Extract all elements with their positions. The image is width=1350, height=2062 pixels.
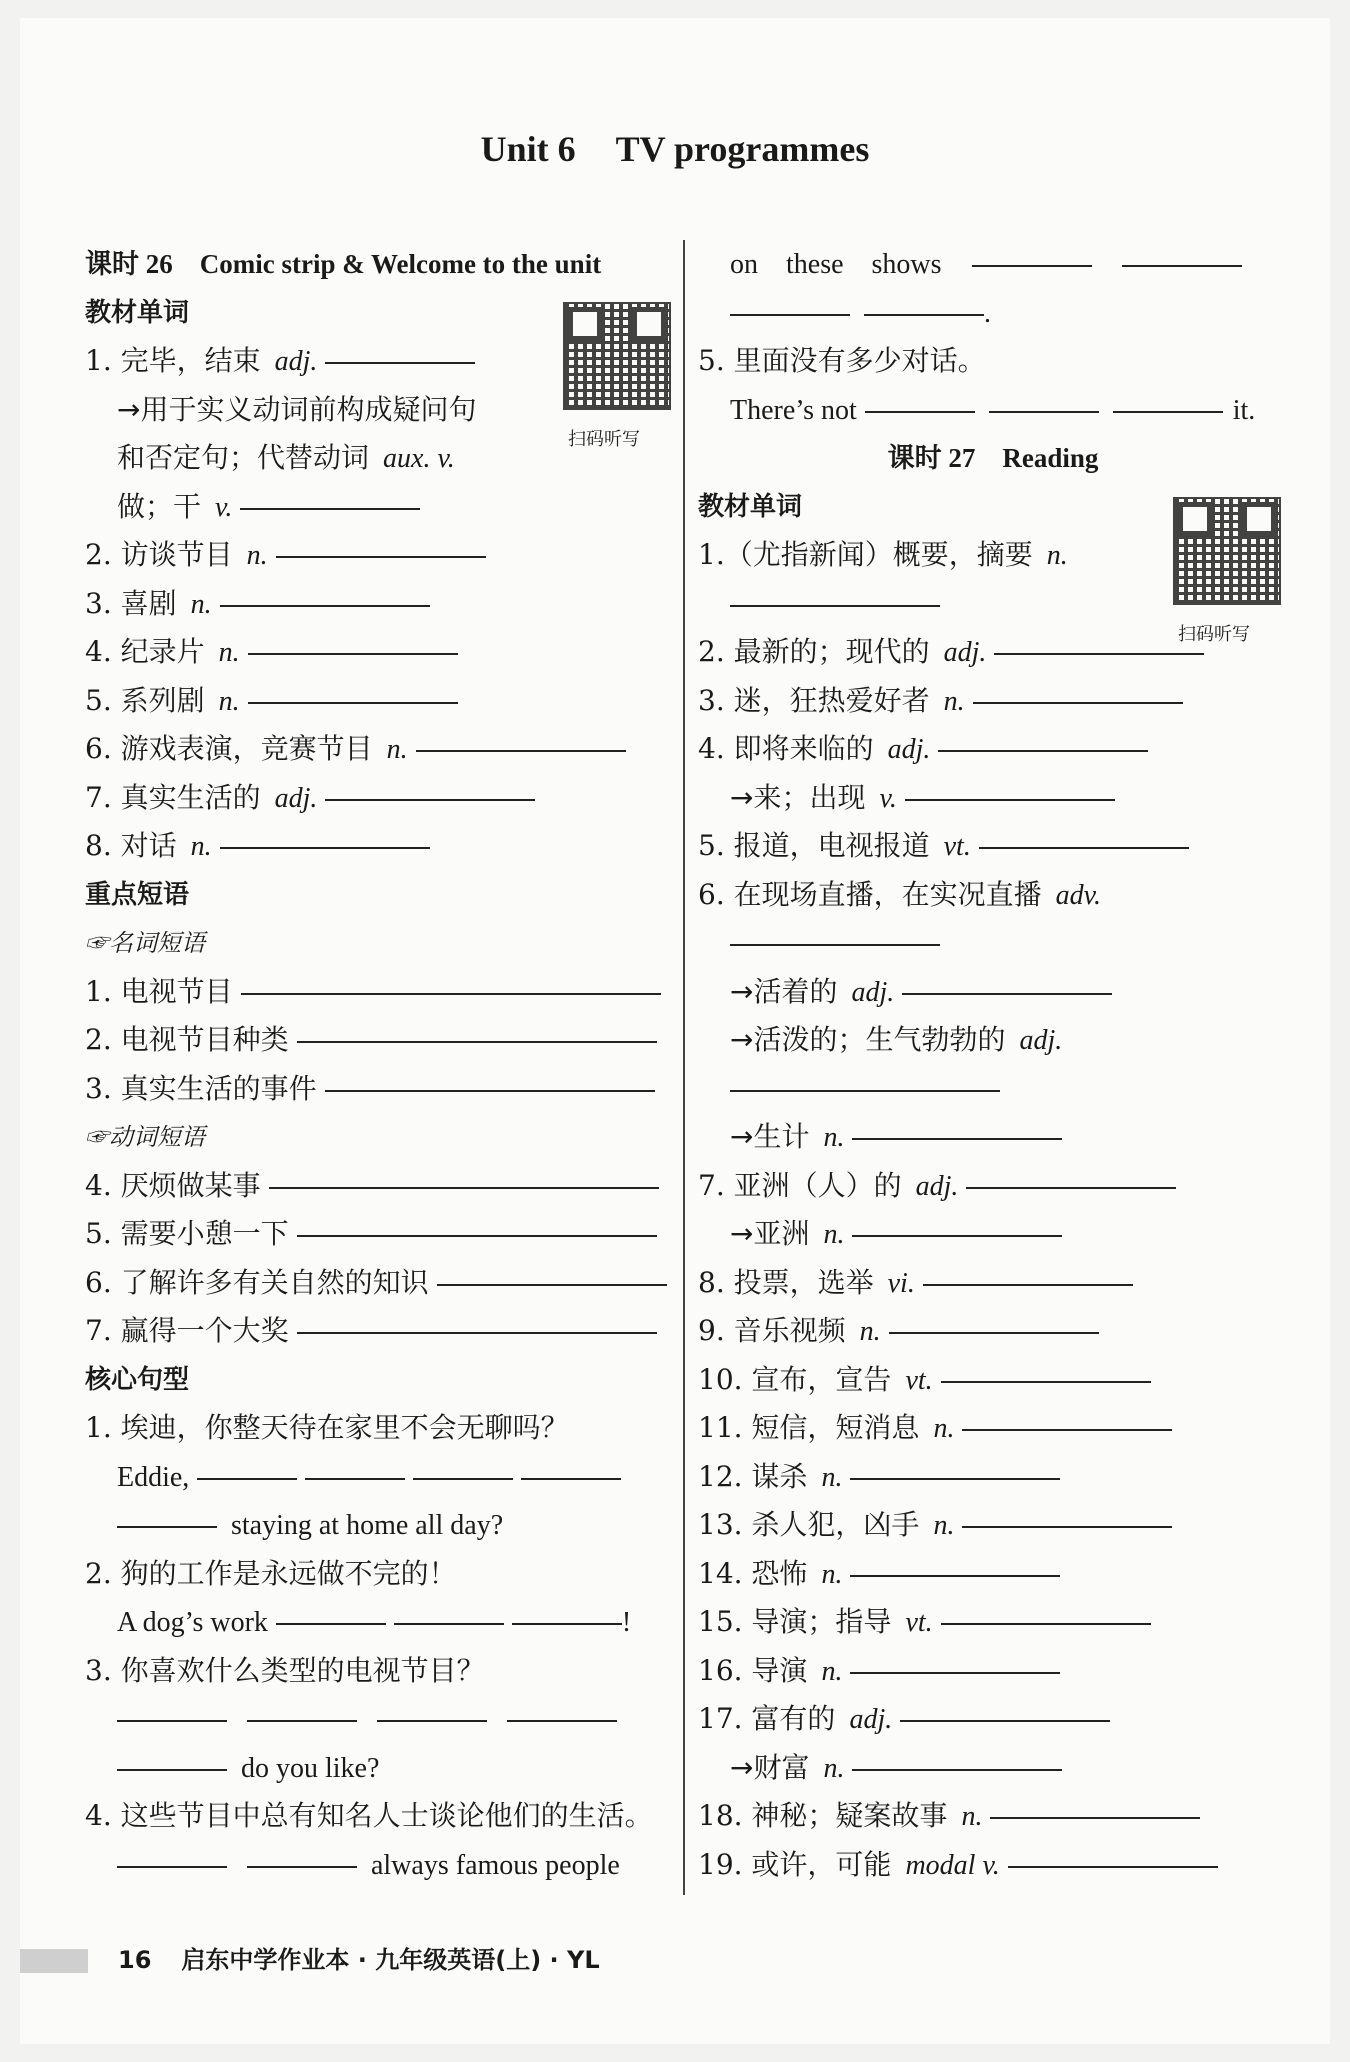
sentence-en [85,1695,670,1744]
vocab-subitem: →用于实义动词前构成疑问句 [117,392,477,426]
answer-blank[interactable] [941,1380,1151,1383]
vocab-item: 5. 报道，电视报道 vt. [698,822,1288,871]
vocab-item: 3. 喜剧 n. [85,580,670,629]
answer-blank[interactable] [248,701,458,704]
vocab-subitem: →活泼的；生气勃勃的 adj. [730,1023,1063,1056]
answer-blank[interactable] [220,604,430,607]
noun-phrase-label: ☞名词短语 [85,929,205,957]
vocab-subitem: →生计 n. [698,1113,1288,1162]
answer-blank[interactable] [938,749,1148,752]
phrase-item: 2. 电视节目种类 [85,1016,670,1065]
answer-blank[interactable] [512,1622,622,1625]
answer-blank[interactable] [941,1622,1151,1625]
answer-blank[interactable] [276,1622,386,1625]
answer-blank[interactable] [973,701,1183,704]
vocab-heading: 教材单词 [698,491,803,522]
answer-blank[interactable] [297,1331,657,1334]
answer-blank[interactable] [117,1525,217,1528]
vocab-item: 6. 游戏表演，竞赛节目 n. [85,725,670,774]
sentence-cn: 1. 埃迪，你整天待在家里不会无聊吗？ [85,1411,569,1444]
answer-blank[interactable] [730,943,940,946]
answer-blank[interactable] [1008,1865,1218,1868]
vocab-item: 15. 导演；指导 vt. [698,1598,1288,1647]
sentence-cn: 3. 你喜欢什么类型的电视节目？ [85,1653,485,1687]
lesson-27-heading: 课时 27 Reading [887,443,1099,473]
vocab-item [698,919,1288,968]
vocab-item: 10. 宣布，宣告 vt. [698,1356,1288,1405]
phrase-item: 3. 真实生活的事件 [85,1065,670,1114]
phrase-item: 1. 电视节目 [85,968,670,1017]
sentence-en: There’s not it. [730,394,1256,426]
vocab-item: 12. 谋杀 n. [698,1453,1288,1502]
answer-blank[interactable] [900,1719,1110,1722]
answer-blank[interactable] [1122,264,1242,267]
answer-blank[interactable] [297,1234,657,1237]
vocab-item: 8. 对话 n. [85,822,670,871]
footer-bar [20,1949,88,1973]
answer-blank[interactable] [117,1865,227,1868]
answer-blank[interactable] [247,1865,357,1868]
sentence-cn: 4. 这些节目中总有知名人士谈论他们的生活。 [85,1799,653,1832]
phrase-item: 4. 厌烦做某事 [85,1162,670,1211]
qr-caption: 扫码听写 [1178,624,1250,645]
answer-blank[interactable] [979,846,1189,849]
answer-blank[interactable] [989,410,1099,413]
qr-code-icon[interactable] [563,302,671,410]
answer-blank[interactable] [117,1719,227,1722]
sentence-en: . [698,289,1288,338]
vocab-item [698,1065,1288,1114]
answer-blank[interactable] [117,1768,227,1771]
answer-blank[interactable] [990,1816,1200,1819]
answer-blank[interactable] [197,1477,297,1480]
vocab-subitem: →来；出现 v. [698,774,1288,823]
answer-blank[interactable] [730,313,850,316]
answer-blank[interactable] [413,1477,513,1480]
answer-blank[interactable] [269,1186,659,1189]
answer-blank[interactable] [521,1477,621,1480]
sentence-en: always famous people [85,1841,670,1890]
left-column [85,240,670,1889]
phrase-item: 5. 需要小憩一下 [85,1210,670,1259]
qr-code-icon[interactable] [1173,497,1281,605]
vocab-item: 6. 在现场直播，在实况直播 adv. [698,877,1101,911]
answer-blank[interactable] [905,798,1115,801]
answer-blank[interactable] [394,1622,504,1625]
answer-blank[interactable] [325,361,475,364]
vocab-item: 3. 迷，狂热爱好者 n. [698,677,1288,726]
sentence-cn: 2. 狗的工作是永远做不完的！ [85,1556,457,1590]
vocab-item: 1. 完毕，结束 adj. [85,337,670,386]
phrase-item: 7. 赢得一个大奖 [85,1307,670,1356]
answer-blank[interactable] [305,1477,405,1480]
answer-blank[interactable] [248,652,458,655]
sentence-en: staying at home all day? [85,1501,670,1550]
vocab-item: 18. 神秘；疑案故事 n. [698,1792,1288,1841]
unit-name: TV programmes [615,129,870,169]
sentence-cn: 5. 里面没有多少对话。 [698,344,986,377]
phrase-heading: 重点短语 [85,879,190,910]
sentence-en: do you like? [85,1744,670,1793]
answer-blank[interactable] [962,1525,1172,1528]
vocab-item: 16. 导演 n. [698,1647,1288,1696]
answer-blank[interactable] [994,652,1204,655]
answer-blank[interactable] [850,1477,1060,1480]
answer-blank[interactable] [852,1137,1062,1140]
answer-blank[interactable] [416,749,626,752]
answer-blank[interactable] [377,1719,487,1722]
vocab-subitem: 做；干 v. [85,483,670,532]
answer-blank[interactable] [889,1331,1099,1334]
answer-blank[interactable] [852,1768,1062,1771]
column-divider [683,240,685,1895]
vocab-item: 7. 亚洲（人）的 adj. [698,1162,1288,1211]
page-number: 16 [118,1946,152,1974]
qr-caption: 扫码听写 [568,429,640,450]
answer-blank[interactable] [923,1283,1133,1286]
vocab-subitem: →财富 n. [698,1744,1288,1793]
unit-number: Unit 6 [480,129,576,169]
answer-blank[interactable] [730,1089,1000,1092]
answer-blank[interactable] [902,992,1112,995]
vocab-subitem: →亚洲 n. [698,1210,1288,1259]
vocab-item: 8. 投票，选举 vi. [698,1259,1288,1308]
vocab-item: 5. 系列剧 n. [85,677,670,726]
answer-blank[interactable] [247,1719,357,1722]
page-footer [20,1940,600,1975]
verb-phrase-label: ☞动词短语 [85,1123,205,1151]
answer-blank[interactable] [850,1574,1060,1577]
sentence-en: A dog’s work ! [117,1607,632,1638]
answer-blank[interactable] [966,1186,1176,1189]
vocab-item: 4. 即将来临的 adj. [698,725,1288,774]
sentence-en: on these shows [698,240,1288,289]
answer-blank[interactable] [437,1283,667,1286]
vocab-item: 1.（尤指新闻）概要，摘要 n. [698,538,1068,571]
book-title: 启东中学作业本 · 九年级英语(上) · YL [181,1946,600,1974]
answer-blank[interactable] [325,798,535,801]
vocab-item: 2. 最新的；现代的 adj. [698,628,1288,677]
answer-blank[interactable] [850,1671,1060,1674]
lesson-26-heading: 课时 26 Comic strip & Welcome to the unit [85,249,602,279]
vocab-item: 2. 访谈节目 n. [85,531,670,580]
vocab-heading: 教材单词 [85,297,190,328]
answer-blank[interactable] [864,313,984,316]
answer-blank[interactable] [241,992,661,995]
sentence-en: Eddie, [85,1453,670,1502]
vocab-item: 11. 短信，短消息 n. [698,1404,1288,1453]
answer-blank[interactable] [507,1719,617,1722]
answer-blank[interactable] [1113,410,1223,413]
vocab-item: 14. 恐怖 n. [698,1550,1288,1599]
vocab-item: 4. 纪录片 n. [85,628,670,677]
answer-blank[interactable] [297,1040,657,1043]
vocab-item: 7. 真实生活的 adj. [85,774,670,823]
answer-blank[interactable] [325,1089,655,1092]
answer-blank[interactable] [962,1428,1172,1431]
answer-blank[interactable] [865,410,975,413]
vocab-item: 9. 音乐视频 n. [698,1307,1288,1356]
answer-blank[interactable] [852,1234,1062,1237]
vocab-item: 17. 富有的 adj. [698,1695,1288,1744]
vocab-subitem: 和否定句；代替动词 aux. v. [117,441,455,474]
answer-blank[interactable] [220,846,430,849]
vocab-item: 19. 或许，可能 modal v. [698,1841,1288,1890]
answer-blank[interactable] [276,555,486,558]
vocab-item: 13. 杀人犯，凶手 n. [698,1501,1288,1550]
vocab-subitem: →活着的 adj. [698,968,1288,1017]
answer-blank[interactable] [730,604,940,607]
unit-title [0,128,1350,170]
answer-blank[interactable] [240,507,420,510]
right-column [698,240,1288,1889]
sentence-heading: 核心句型 [85,1364,190,1395]
answer-blank[interactable] [972,264,1092,267]
phrase-item: 6. 了解许多有关自然的知识 [85,1259,670,1308]
